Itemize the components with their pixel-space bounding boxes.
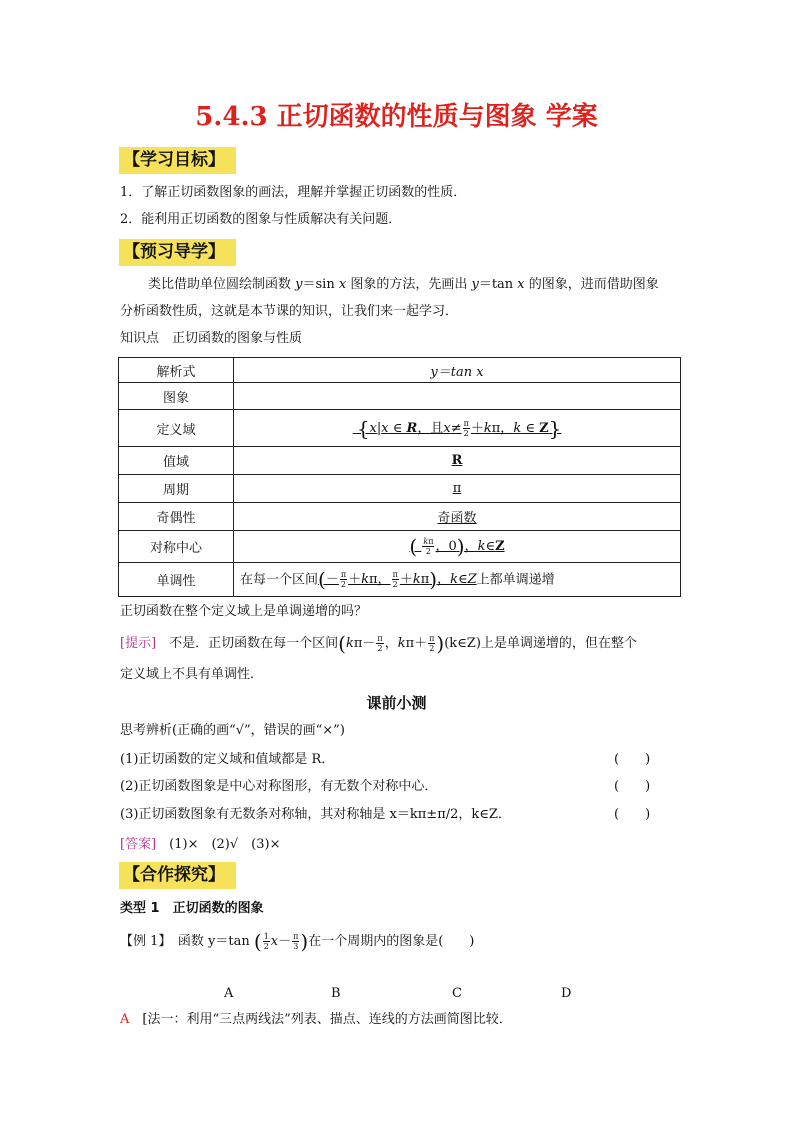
- property-table: [118, 357, 681, 597]
- row-key-formula: 解析式: [119, 358, 234, 383]
- type-heading: 类型 1 正切函数的图象: [120, 901, 264, 916]
- page-title: 5.4.3 正切函数的性质与图象 学案: [195, 102, 598, 132]
- table-row: [119, 531, 681, 563]
- row-key-parity: 奇偶性: [119, 503, 234, 531]
- row-key-graph: 图象: [119, 383, 234, 410]
- row-value-domain: {x|x ∈ R，且x≠ $\frac{\pi}{2}$ ＋kπ，k ∈ Z}: [234, 410, 681, 447]
- hint-line-2: 定义域上不具有单调性．: [120, 667, 264, 682]
- section-heading-preview: 【预习导学】: [119, 239, 236, 266]
- row-value-period: π: [234, 475, 681, 503]
- row-value-monotone: 在每一个区间(－ $\frac{\pi}{2}$ ＋kπ， $\frac{\pi}{2}$ ＋kπ)，k∈Z上都单调递增: [234, 563, 681, 597]
- row-key-domain: 定义域: [119, 410, 234, 447]
- knowledge-point: 知识点 正切函数的图象与性质: [120, 331, 303, 346]
- question-text: 正切函数在整个定义域上是单调递增的吗？: [120, 604, 368, 619]
- quiz-item-3: (3)正切函数图象有无数条对称轴，其对称轴是 x＝kπ±π/2，k∈Z．: [120, 807, 511, 822]
- example-1: 【例 1】 函数 y＝tan ( $\frac{1}{2}$ x－ $\frac{\pi}{3}$ )在一个周期内的图象是( ): [120, 929, 475, 954]
- table-row: [119, 383, 681, 410]
- section-heading-explore: 【合作探究】: [119, 862, 236, 889]
- quiz-heading: 课前小测: [366, 694, 427, 712]
- section-heading-goals: 【学习目标】: [119, 147, 236, 174]
- answer-tag: [答案]: [120, 837, 157, 852]
- quiz-item-1: (1)正切函数的定义域和值域都是 R．: [120, 752, 335, 767]
- table-row: [119, 563, 681, 597]
- row-key-period: 周期: [119, 475, 234, 503]
- example-tag: 【例 1】: [120, 934, 165, 949]
- intro-line-2: 分析函数性质，这就是本节课的知识，让我们来一起学习．: [120, 304, 459, 319]
- choice-a[interactable]: A: [224, 986, 234, 1001]
- row-value-range: R: [234, 447, 681, 475]
- row-key-range: 值域: [119, 447, 234, 475]
- goal-item-2: 2．能利用正切函数的图象与性质解决有关问题．: [120, 212, 402, 227]
- solution-letter: A: [120, 1012, 130, 1027]
- row-value-graph: [234, 383, 681, 410]
- quiz-blank-3[interactable]: ( ): [614, 807, 651, 822]
- table-row: [119, 503, 681, 531]
- table-row: [119, 447, 681, 475]
- row-value-formula: y＝tan x: [234, 358, 681, 383]
- row-value-parity: 奇函数: [234, 503, 681, 531]
- row-key-monotone: 单调性: [119, 563, 234, 597]
- quiz-blank-1[interactable]: ( ): [614, 752, 651, 767]
- row-key-center: 对称中心: [119, 531, 234, 563]
- row-value-center: ( $\frac{k\pi}{2}$ ，0)，k∈Z: [234, 531, 681, 563]
- hint-line-1: [提示] 不是．正切函数在每一个区间(kπ－ $\frac{\pi}{2}$ ，kπ＋ $\frac{\pi}{2}$ )(k∈Z)上是单调递增的，但在整个: [120, 631, 637, 656]
- table-row: [119, 410, 681, 447]
- choice-b[interactable]: B: [331, 986, 341, 1001]
- intro-line-1: 类比借助单位圆绘制函数 y＝sin x 图象的方法，先画出 y＝tan x 的图象，进而借助图象: [148, 277, 659, 292]
- choice-d[interactable]: D: [561, 986, 572, 1001]
- quiz-answer: [答案] (1)× (2)√ (3)×: [120, 837, 281, 852]
- quiz-blank-2[interactable]: ( ): [614, 779, 651, 794]
- hint-tag: [提示]: [120, 636, 157, 651]
- quiz-item-2: (2)正切函数图象是中心对称图形，有无数个对称中心．: [120, 779, 438, 794]
- quiz-instruction: 思考辨析(正确的画“√”，错误的画“×”): [120, 723, 345, 738]
- table-row: [119, 358, 681, 383]
- solution-line: A [法一：利用“三点两线法”列表、描点、连线的方法画简图比较．: [120, 1012, 512, 1027]
- choice-c[interactable]: C: [452, 986, 462, 1001]
- table-row: [119, 475, 681, 503]
- goal-item-1: 1．了解正切函数图象的画法，理解并掌握正切函数的性质．: [120, 185, 467, 200]
